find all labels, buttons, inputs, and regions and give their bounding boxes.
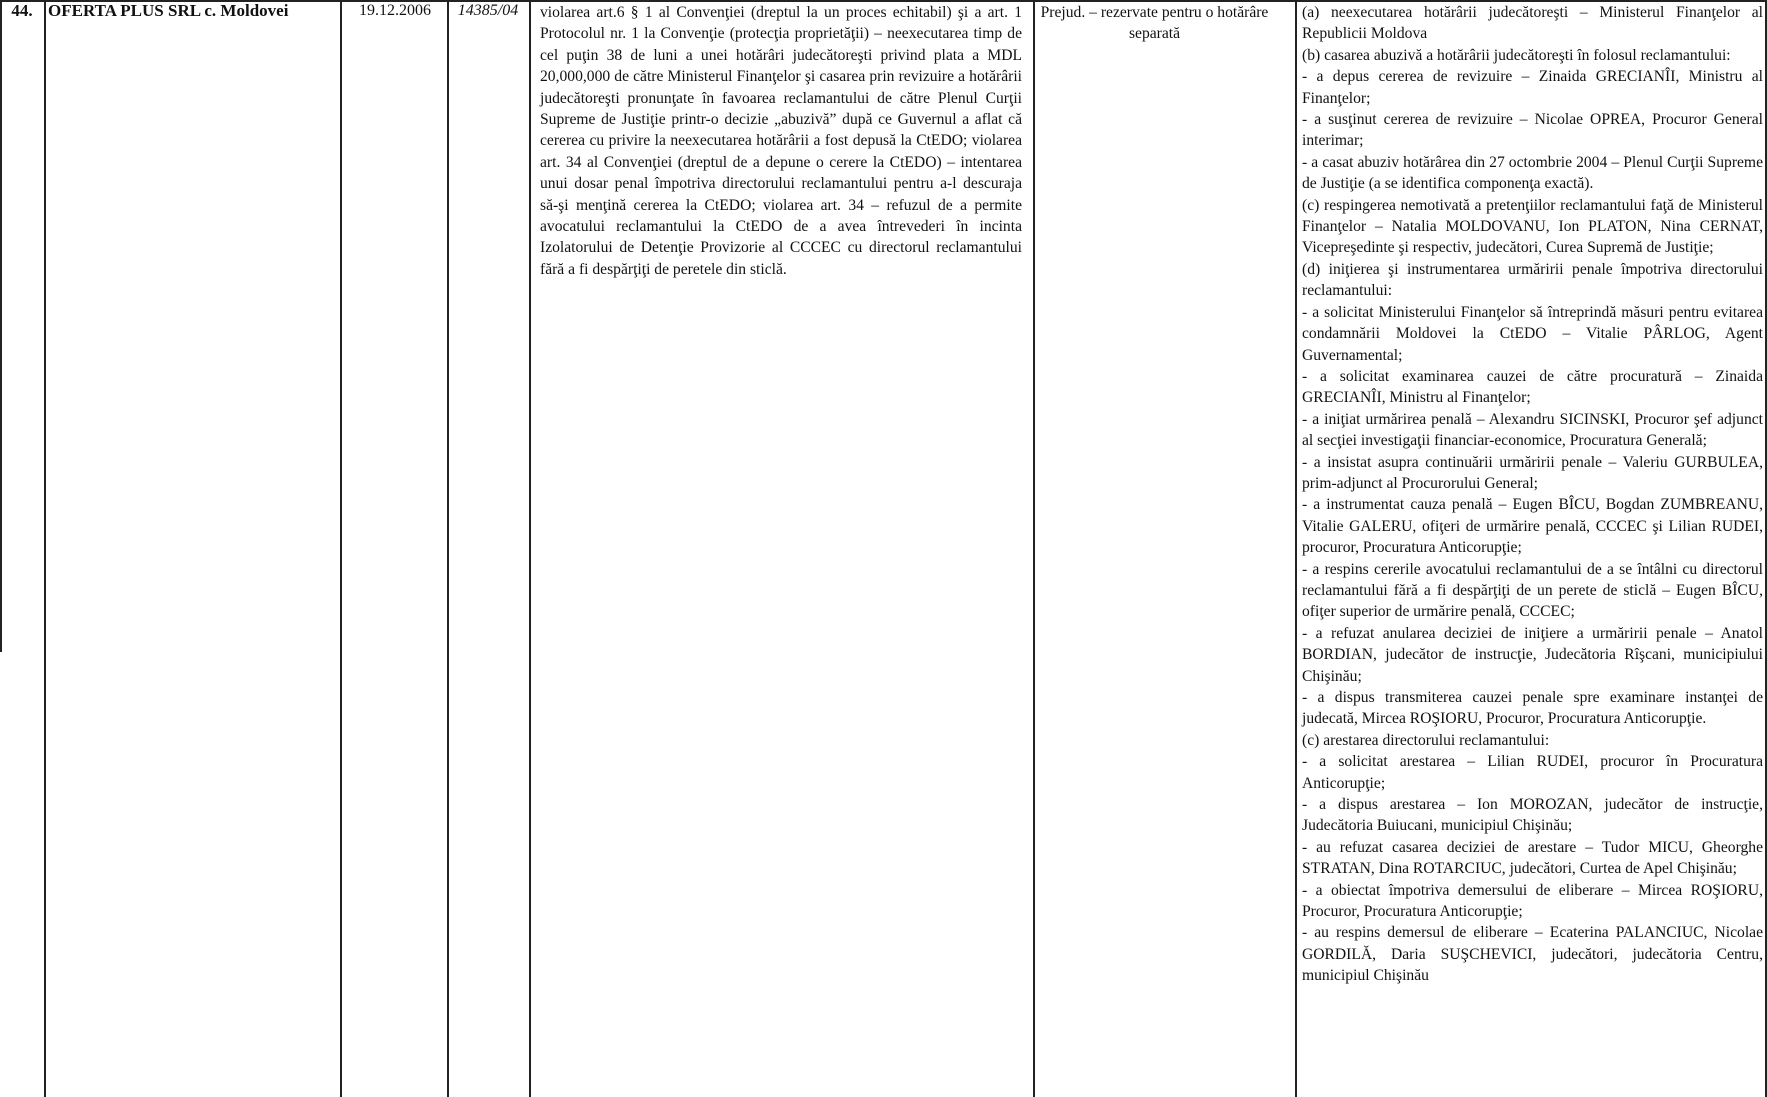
column-divider: [1295, 0, 1297, 1097]
judgment-date: 19.12.2006: [359, 2, 431, 19]
actors-line: - a dispus arestarea – Ion MOROZAN, judecător de instrucţie, Judecătoria Buiucani, municipiul Chişinău;: [1302, 796, 1763, 835]
actors-line: - a obiectat împotriva demersului de eliberare – Mircea ROŞIORU, Procuror, Procuratura Anticorupţie;: [1302, 881, 1763, 921]
actors-line: - a dispus transmiterea cauzei penale spre examinare instanţei de judecată, Mircea ROŞIORU, Procuror, Procuratura Anticorupţie.: [1302, 689, 1763, 728]
column-divider: [1033, 0, 1035, 1097]
actors-line: - a respins cererile avocatului reclamantului de a se întâlni cu directorul reclamantului fără a fi despărţiţi de un perete de sticlă – Eugen BÎCU, ofiţer superior de urmărire penală, CCCEC;: [1302, 560, 1763, 621]
actors-line: - a insistat asupra continuării urmăririi penale – Valeriu GURBULEA, prim-adjunct al Procurorului General;: [1302, 453, 1763, 492]
actors-line: - a solicitat Ministerului Finanţelor să întreprindă măsuri pentru evitarea condamnării Moldovei la CtEDO – Vitalie PÂRLOG, Agent Guvernamental;: [1302, 303, 1763, 364]
actors-line: - a iniţiat urmărirea penală – Alexandru SICINSKI, Procuror şef adjunct al secţiei investigaţii financiar-economice, Procuratura Generală;: [1302, 410, 1763, 450]
actors-line: - a casat abuziv hotărârea din 27 octombrie 2004 – Plenul Curţii Supreme de Justiţie (a se identifica componenţa exactă).: [1302, 153, 1763, 193]
row-number: 44.: [11, 1, 33, 20]
actors-line: - a solicitat arestarea – Lilian RUDEI, procuror în Procuratura Anticorupţie;: [1302, 753, 1763, 792]
table-left-border: [0, 0, 2, 652]
column-divider: [340, 0, 342, 1097]
responsible-actors: [1302, 0, 1763, 987]
actors-line: (c) arestarea directorului reclamantului:: [1302, 731, 1550, 749]
actors-line: (d) iniţierea şi instrumentarea urmăririi penale împotriva directorului reclamantului:: [1302, 260, 1763, 300]
column-divider: [447, 0, 449, 1097]
actors-line: - a depus cererea de revizuire – Zinaida GRECIANÎI, Ministru al Finanţelor;: [1302, 68, 1763, 107]
actors-line: - a instrumentat cauza penală – Eugen BÎCU, Bogdan ZUMBREANU, Vitalie GALERU, ofiţeri de urmărire penală, CCCEC şi Lilian RUDEI, procuror, Procuratura Anticorupţie;: [1302, 496, 1763, 557]
case-name: OFERTA PLUS SRL c. Moldovei: [48, 1, 289, 20]
actors-line: - au refuzat casarea deciziei de arestare – Tudor MICU, Gheorghe STRATAN, Dina ROTARCIUC, judecători, Curtea de Apel Chişinău;: [1302, 838, 1763, 878]
application-number: 14385/04: [457, 2, 519, 19]
actors-line: (c) respingerea nemotivată a pretenţiilor reclamantului faţă de Ministerul Finanţelor – Natalia MOLDOVANU, Ion PLATON, Nina CERNAT, Vicepreşedinte şi respectiv, judecători, Curea Supremă de Justiţie;: [1302, 196, 1763, 257]
violation-description: violarea art.6 § 1 al Convenţiei (dreptul la un proces echitabil) şi a art. 1 Protocolul nr. 1 la Convenţie (protecţia proprietăţii) – neexecutarea timp de cel puţin 38 de luni a unei hotărâri judecătoreşti privind plata a MDL 20,000,000 de către Ministerul Finanţelor şi casarea prin revizuire a hotărârii judecătoreşti pronunţate în favoarea reclamantului de către Plenul Curţii Supreme de Justiţie printr-o decizie „abuzivă” după ce Guvernul a aflat că cererea cu privire la neexecutarea hotărârii a fost depusă la CtEDO; violarea art. 34 al Convenţiei (dreptul de a depune o cerere la CtEDO) – intentarea unui dosar penal împotriva directorului reclamantului pentru a-l descuraja să-şi menţină cererea la CtEDO; violarea art. 34 – refuzul de a permite avocatului reclamantului la CtEDO de a avea întrevederi în incinta Izolatorului de Detenţie Provizorie al CCCEC cu directorul reclamantului fără a fi despărţiţi de peretele din sticlă.: [540, 4, 1022, 278]
actors-line: (a) neexecutarea hotărârii judecătoreşti – Ministerul Finanţelor al Republicii Moldova: [1302, 4, 1763, 43]
actors-line: - a susţinut cererea de revizuire – Nicolae OPREA, Procuror General interimar;: [1302, 111, 1763, 150]
status-text: Prejud. – rezervate pentru o hotărâre separată: [1040, 4, 1269, 43]
column-divider: [529, 0, 531, 1097]
actors-line: - a solicitat examinarea cauzei de către procuratură – Zinaida GRECIANÎI, Ministru al Finanţelor;: [1302, 367, 1763, 407]
actors-line: - a refuzat anularea deciziei de iniţiere a urmăririi penale – Anatol BORDIAN, judecător de instrucţie, Judecătoria Rîşcani, municipiului Chişinău;: [1302, 624, 1763, 685]
column-divider: [44, 0, 46, 1097]
actors-line: (b) casarea abuzivă a hotărârii judecătoreşti în folosul reclamantului:: [1302, 46, 1731, 64]
actors-line: - au respins demersul de eliberare – Ecaterina PALANCIUC, Nicolae GORDILĂ, Daria SUŞCHEVICI, judecători, judecătoria Centru, municipiul Chişinău: [1302, 924, 1763, 985]
